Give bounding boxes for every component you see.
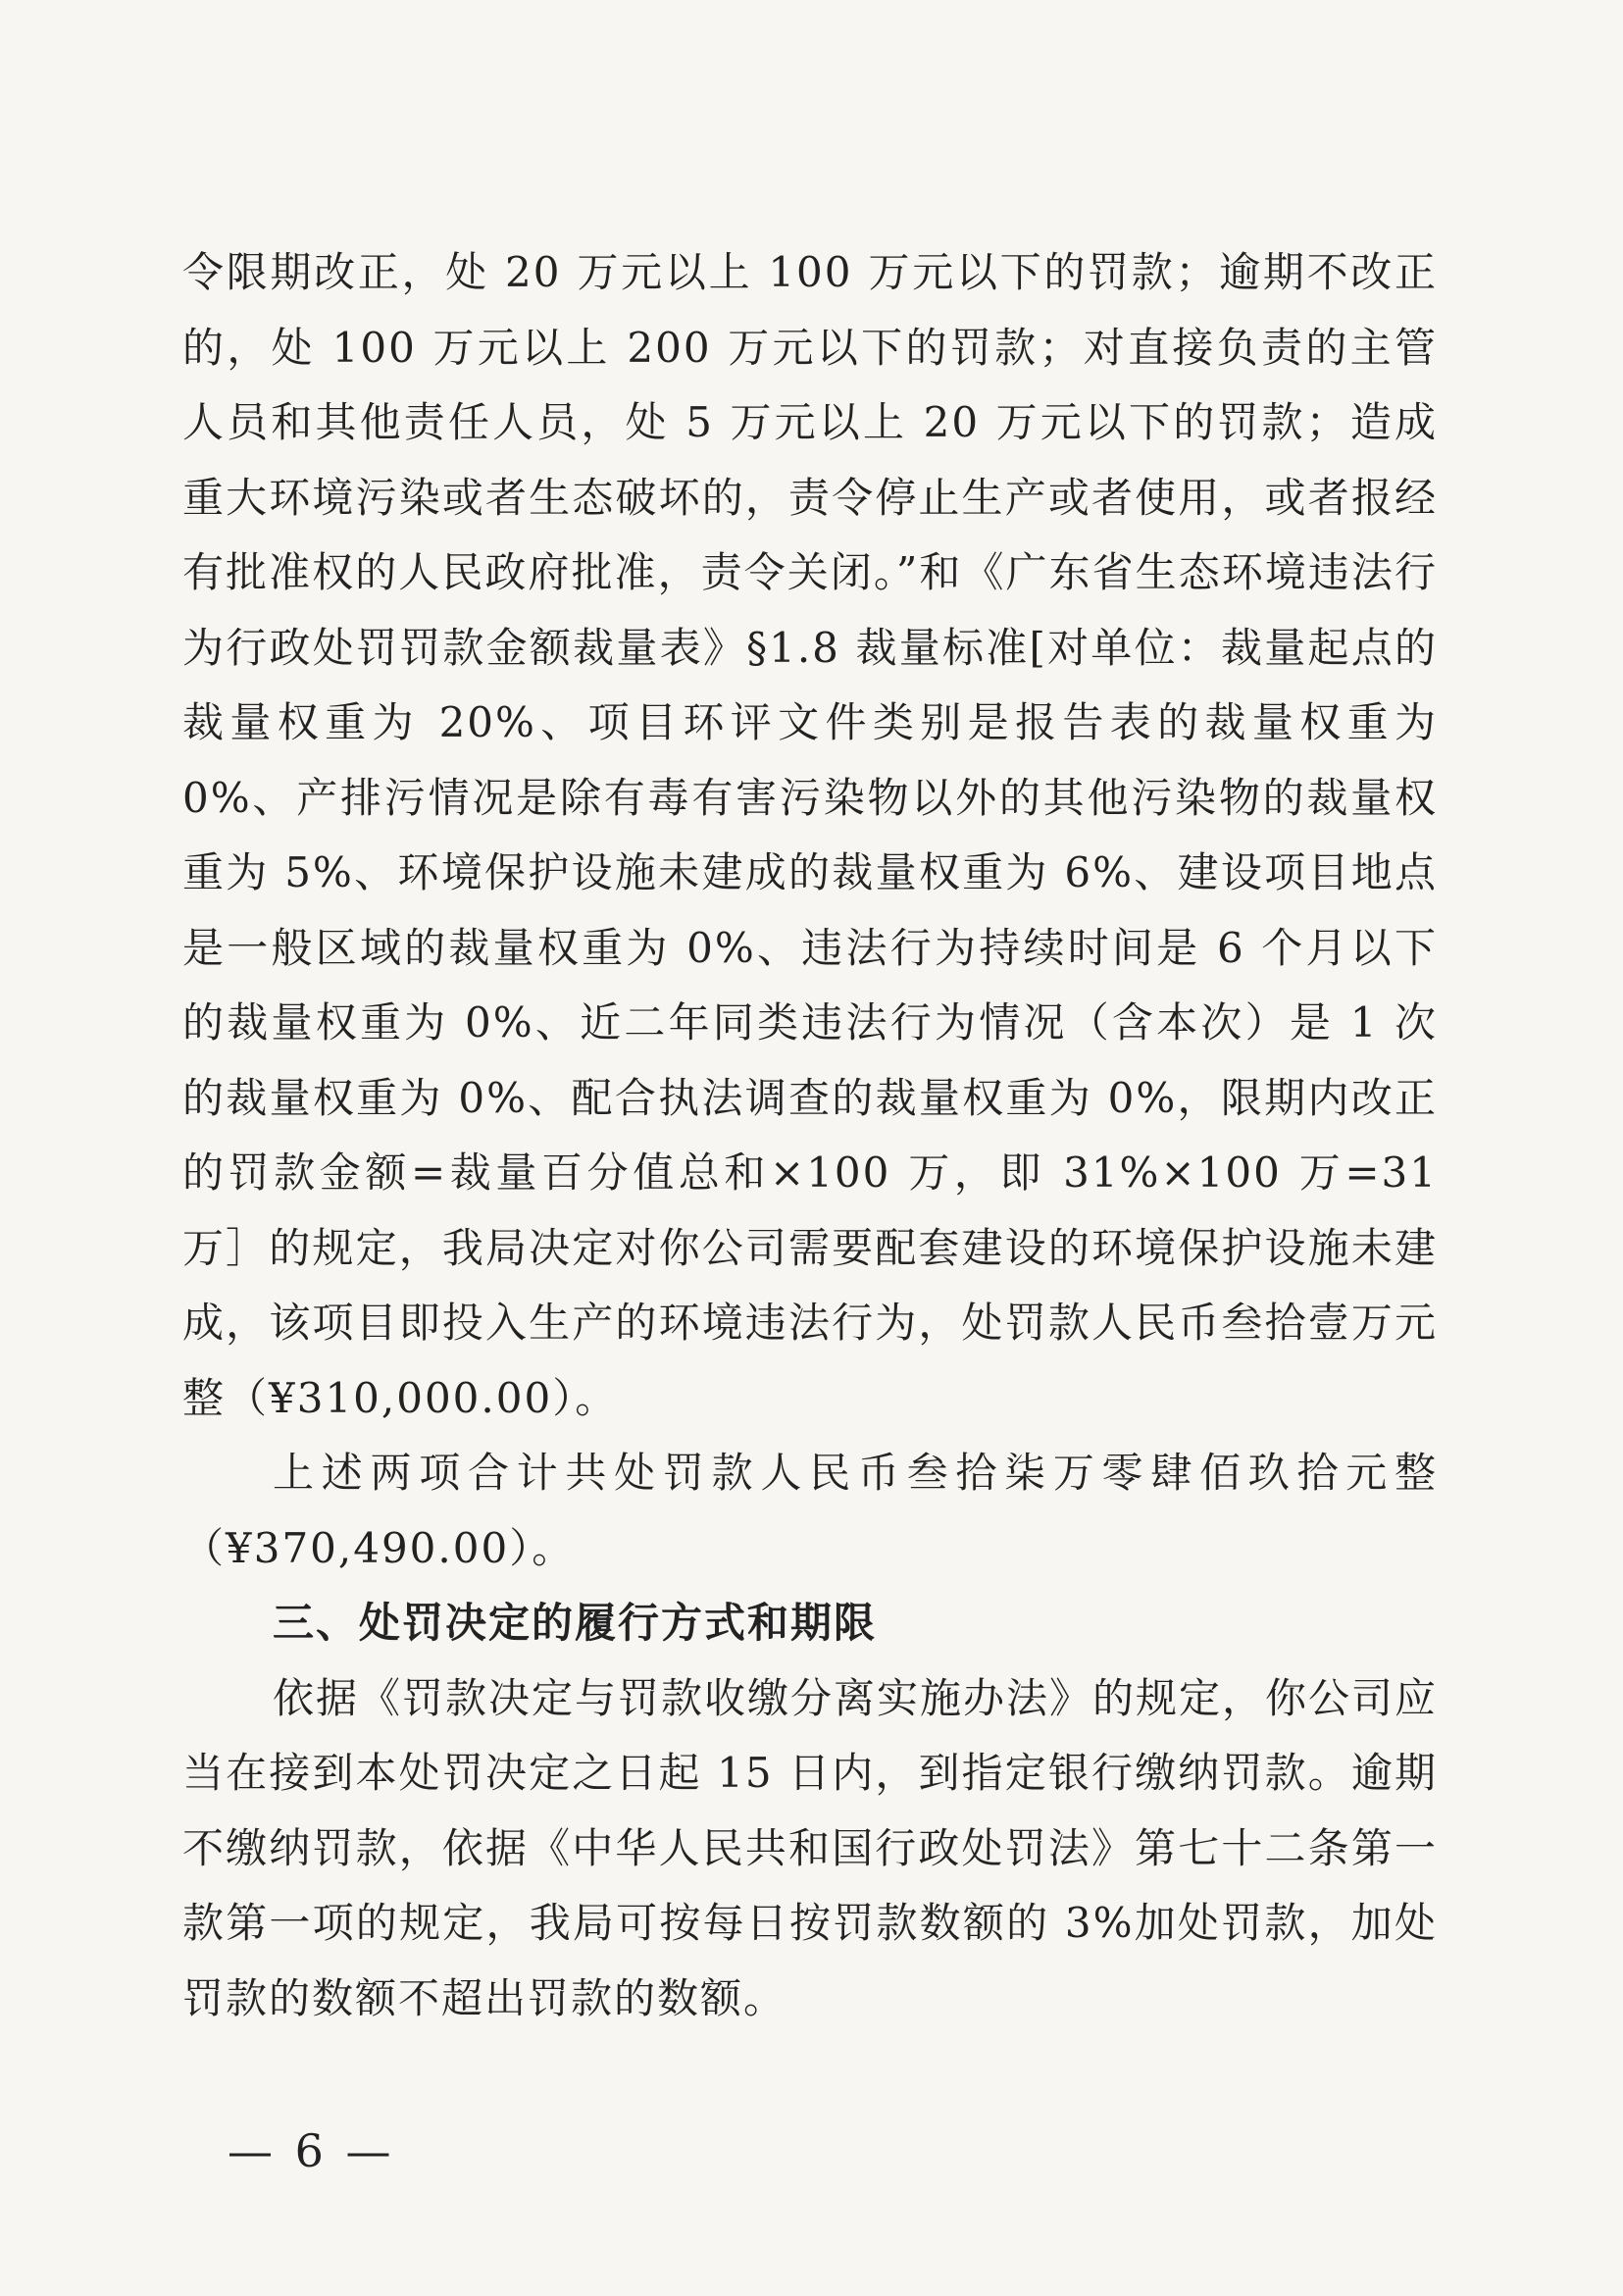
body-paragraph-payment-terms: 依据《罚款决定与罚款收缴分离实施办法》的规定，你公司应当在接到本处罚决定之日起 15 日内，到指定银行缴纳罚款。逾期不缴纳罚款，依据《中华人民共和国行政处罚法》第七十二条第一款第一项的规定，我局可按每日按罚款数额的 3%加处罚款，加处罚款的数额不超出罚款的数额。 (182, 1673, 1439, 2022)
body-paragraph-total-fine: 上述两项合计共处罚款人民币叁拾柒万零肆佰玖拾元整（¥370,490.00）。 (182, 1449, 1438, 1572)
page-number: — 6 — (228, 2124, 395, 2177)
section-heading: 三、处罚决定的履行方式和期限 (273, 1599, 878, 1647)
document-body (182, 235, 1453, 2036)
body-paragraph-penalty-basis: 令限期改正，处 20 万元以上 100 万元以下的罚款；逾期不改正的，处 100 万元以上 200 万元以下的罚款；对直接负责的主管人员和其他责任人员，处 5 万元以上 20 万元以下的罚款；造成重大环境污染或者生态破坏的，责令停止生产或者使用，或者报经有批准权的人民政府批准，责令关闭。”和《广东省生态环境违法行为行政处罚罚款金额裁量表》§1.8 裁量标准[对单位：裁量起点的裁量权重为 20%、项目环评文件类别是报告表的裁量权重为 0%、产排污情况是除有毒有害污染物以外的其他污染物的裁量权重为 5%、环境保护设施未建成的裁量权重为 6%、建设项目地点是一般区域的裁量权重为 0%、违法行为持续时间是 6 个月以下的裁量权重为 0%、近二年同类违法行为情况（含本次）是 1 次的裁量权重为 0%、配合执法调查的裁量权重为 0%，限期内改正的罚款金额=裁量百分值总和×100 万，即 31%×100 万=31 万］的规定，我局决定对你公司需要配套建设的环境保护设施未建成，该项目即投入生产的环境违法行为，处罚款人民币叁拾壹万元整（¥310,000.00）。 (182, 248, 1453, 1422)
